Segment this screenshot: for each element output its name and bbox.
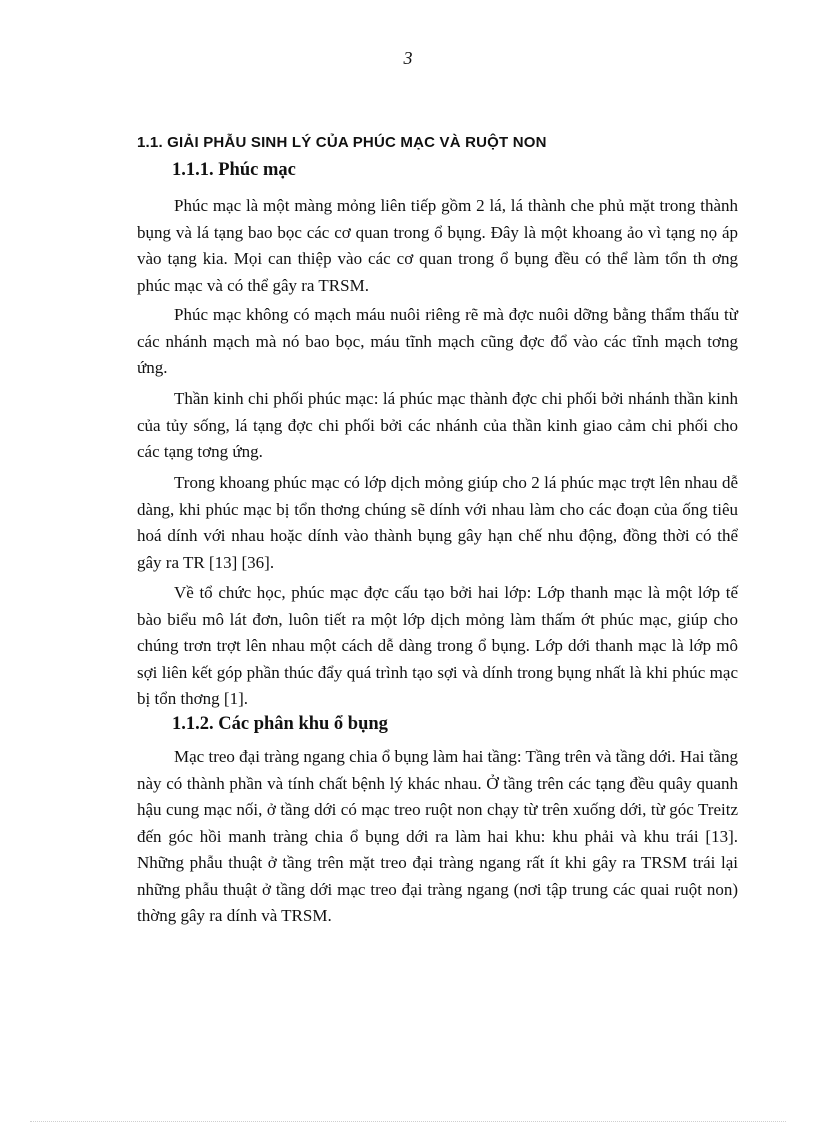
subsection-heading-peritoneum: 1.1.1. Phúc mạc [172, 160, 296, 180]
paragraph-peritoneum-blood-supply: Phúc mạc không có mạch máu nuôi riêng rẽ mà đợc nuôi dỡng bằng thẩm thấu từ các nhánh mạch mà nó bao bọc, máu tĩnh mạch cũng đợc đổ vào các tĩnh mạch tơng ứng. [137, 305, 738, 377]
page-number: 3 [403, 48, 413, 68]
subsection-heading-abdominal-compartments: 1.1.2. Các phân khu ổ bụng [172, 714, 388, 734]
paragraph-peritoneum-definition: Phúc mạc là một màng mỏng liên tiếp gồm 2 lá, lá thành che phủ mặt trong thành bụng và lá tạng bao bọc các cơ quan trong ổ bụng. Đây là một khoang ảo vì tạng nọ áp vào tạng kia. Mọi can thiệp vào các cơ quan trong ổ bụng đều có thể làm tổn th ơng phúc mạc và có thể gây ra TRSM. [137, 196, 738, 295]
section-heading: 1.1. GIẢI PHẪU SINH LÝ CỦA PHÚC MẠC VÀ RUỘT NON [137, 134, 547, 151]
paragraph-peritoneum-fluid: Trong khoang phúc mạc có lớp dịch mỏng giúp cho 2 lá phúc mạc trợt lên nhau dễ dàng, khi phúc mạc bị tổn thơng chúng sẽ dính với nhau làm cho các đoạn của ống tiêu hoá dính với nhau hoặc dính vào thành bụng gây hạn chế nhu động, đồng thời có thể gây ra TR [13] [36]. [137, 473, 738, 572]
paragraph-abdominal-compartments: Mạc treo đại tràng ngang chia ổ bụng làm hai tầng: Tầng trên và tầng dới. Hai tầng này có thành phần và tính chất bệnh lý khác nhau. Ở tầng trên các tạng đều quây quanh hậu cung mạc nối, ở tầng dới có mạc treo ruột non chạy từ trên xuống dới, từ góc Treitz đến góc hồi manh tràng chia ổ bụng dới ra làm hai khu: khu phải và khu trái [13]. Những phẫu thuật ở tầng trên mặt treo đại tràng ngang rất ít khi gây ra TRSM trái lại những phẫu thuật ở tầng dới mạc treo đại tràng ngang (nơi tập trung các quai ruột non) thờng gây ra dính và TRSM. [137, 747, 738, 925]
paragraph-peritoneum-innervation: Thần kinh chi phối phúc mạc: lá phúc mạc thành đợc chi phối bởi nhánh thần kinh của tủy sống, lá tạng đợc chi phối bởi các nhánh của thần kinh giao cảm chi phối cho các tạng tơng ứng. [137, 389, 738, 461]
page-bottom-divider [30, 1121, 786, 1122]
paragraph-peritoneum-histology: Về tổ chức học, phúc mạc đợc cấu tạo bởi hai lớp: Lớp thanh mạc là một lớp tế bào biểu mô lát đơn, luôn tiết ra một lớp dịch mỏng làm thấm ớt phúc mạc, giúp cho chúng trơn trợt lên nhau một cách dễ dàng trong ổ bụng. Lớp dới thanh mạc là lớp mô sợi liên kết góp phần thúc đẩy quá trình tạo sợi và dính trong bụng nhất là khi phúc mạc bị tổn thơng [1]. [137, 583, 738, 708]
